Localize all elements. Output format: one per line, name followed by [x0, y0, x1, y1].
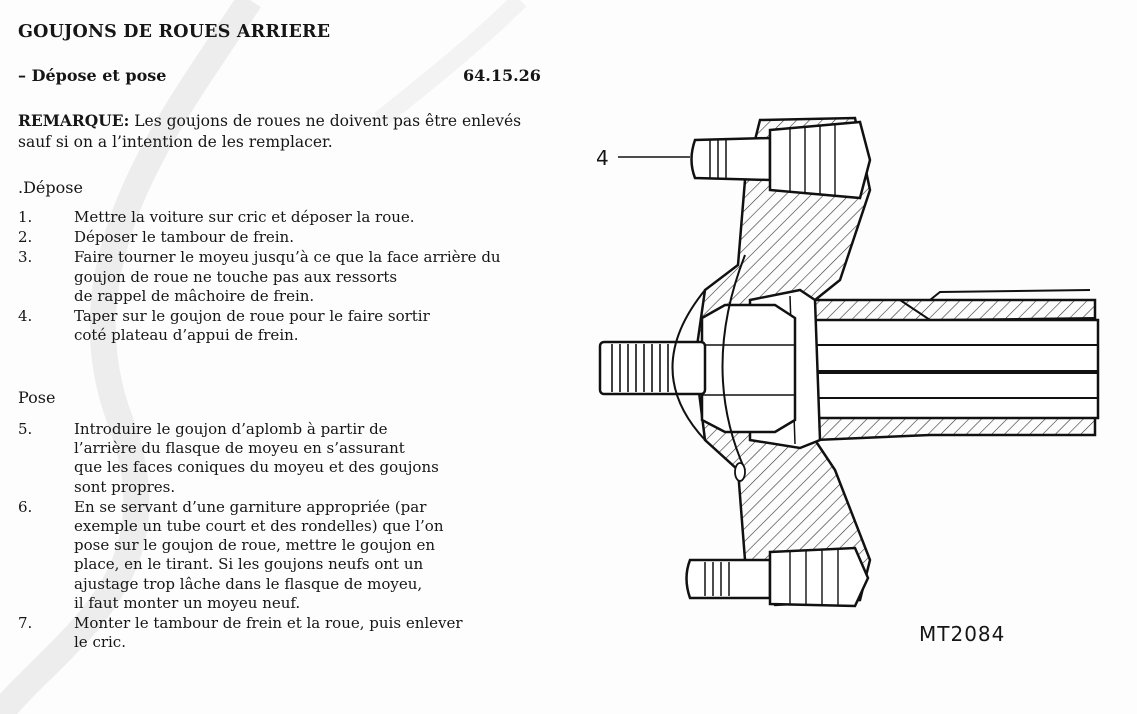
step-number: 6. — [18, 497, 33, 516]
refit-heading: Pose — [18, 388, 56, 407]
axle-shaft — [808, 320, 1098, 418]
list-item — [18, 614, 598, 652]
wheel-stud-top — [692, 138, 771, 180]
figure-reference: MT2084 — [919, 622, 1006, 646]
list-item — [18, 208, 598, 227]
step-number: 2. — [18, 228, 33, 247]
step-text: Introduire le goujon d’aplomb à partir de l’arrière du flasque de moyeu en s’assurant que les faces coniques du moyeu et des goujons sont propres. — [74, 420, 439, 496]
document-title: GOUJONS DE ROUES ARRIERE — [18, 22, 331, 42]
remark-label: REMARQUE: — [18, 111, 130, 130]
step-number: 4. — [18, 307, 33, 326]
step-text: Mettre la voiture sur cric et déposer la roue. — [74, 208, 415, 226]
callout-label: 4 — [596, 146, 609, 170]
hub-nut — [702, 305, 795, 432]
list-item — [18, 307, 598, 345]
remark-text: Les goujons de roues ne doivent pas être enlevés sauf si on a l’intention de les remplacer. — [18, 112, 522, 151]
step-number: 5. — [18, 420, 33, 438]
step-text: Taper sur le goujon de roue pour le faire sortir coté plateau d’appui de frein. — [74, 307, 430, 345]
step-number: 1. — [18, 208, 33, 226]
step-number: 3. — [18, 248, 33, 267]
refit-steps — [18, 420, 598, 653]
operation-code: 64.15.26 — [463, 66, 541, 85]
list-item — [18, 420, 598, 497]
step-number: 7. — [18, 614, 33, 633]
list-item — [18, 248, 598, 306]
hub-stud-illustration — [560, 60, 1137, 660]
list-item — [18, 228, 598, 247]
list-item — [18, 498, 598, 613]
remark-paragraph — [18, 110, 538, 153]
removal-steps — [18, 208, 598, 346]
step-text: En se servant d’une garniture appropriée (par exemple un tube court et des rondelles) que l’on pose sur le goujon de roue, mettre le goujon en place, en le tirant. Si les goujons neufs ont un ajustage trop lâche dans le flasque de moyeu, il faut monter un moyeu neuf. — [74, 497, 444, 612]
removal-heading: .Dépose — [18, 178, 83, 197]
step-text: Déposer le tambour de frein. — [74, 228, 294, 247]
step-text: Monter le tambour de frein et la roue, puis enlever le cric. — [74, 614, 463, 652]
step-text: Faire tourner le moyeu jusqu’à ce que la face arrière du goujon de roue ne touche pas aux ressorts de rappel de mâchoire de frein. — [74, 248, 501, 305]
document-subtitle: – Dépose et pose — [18, 66, 167, 85]
